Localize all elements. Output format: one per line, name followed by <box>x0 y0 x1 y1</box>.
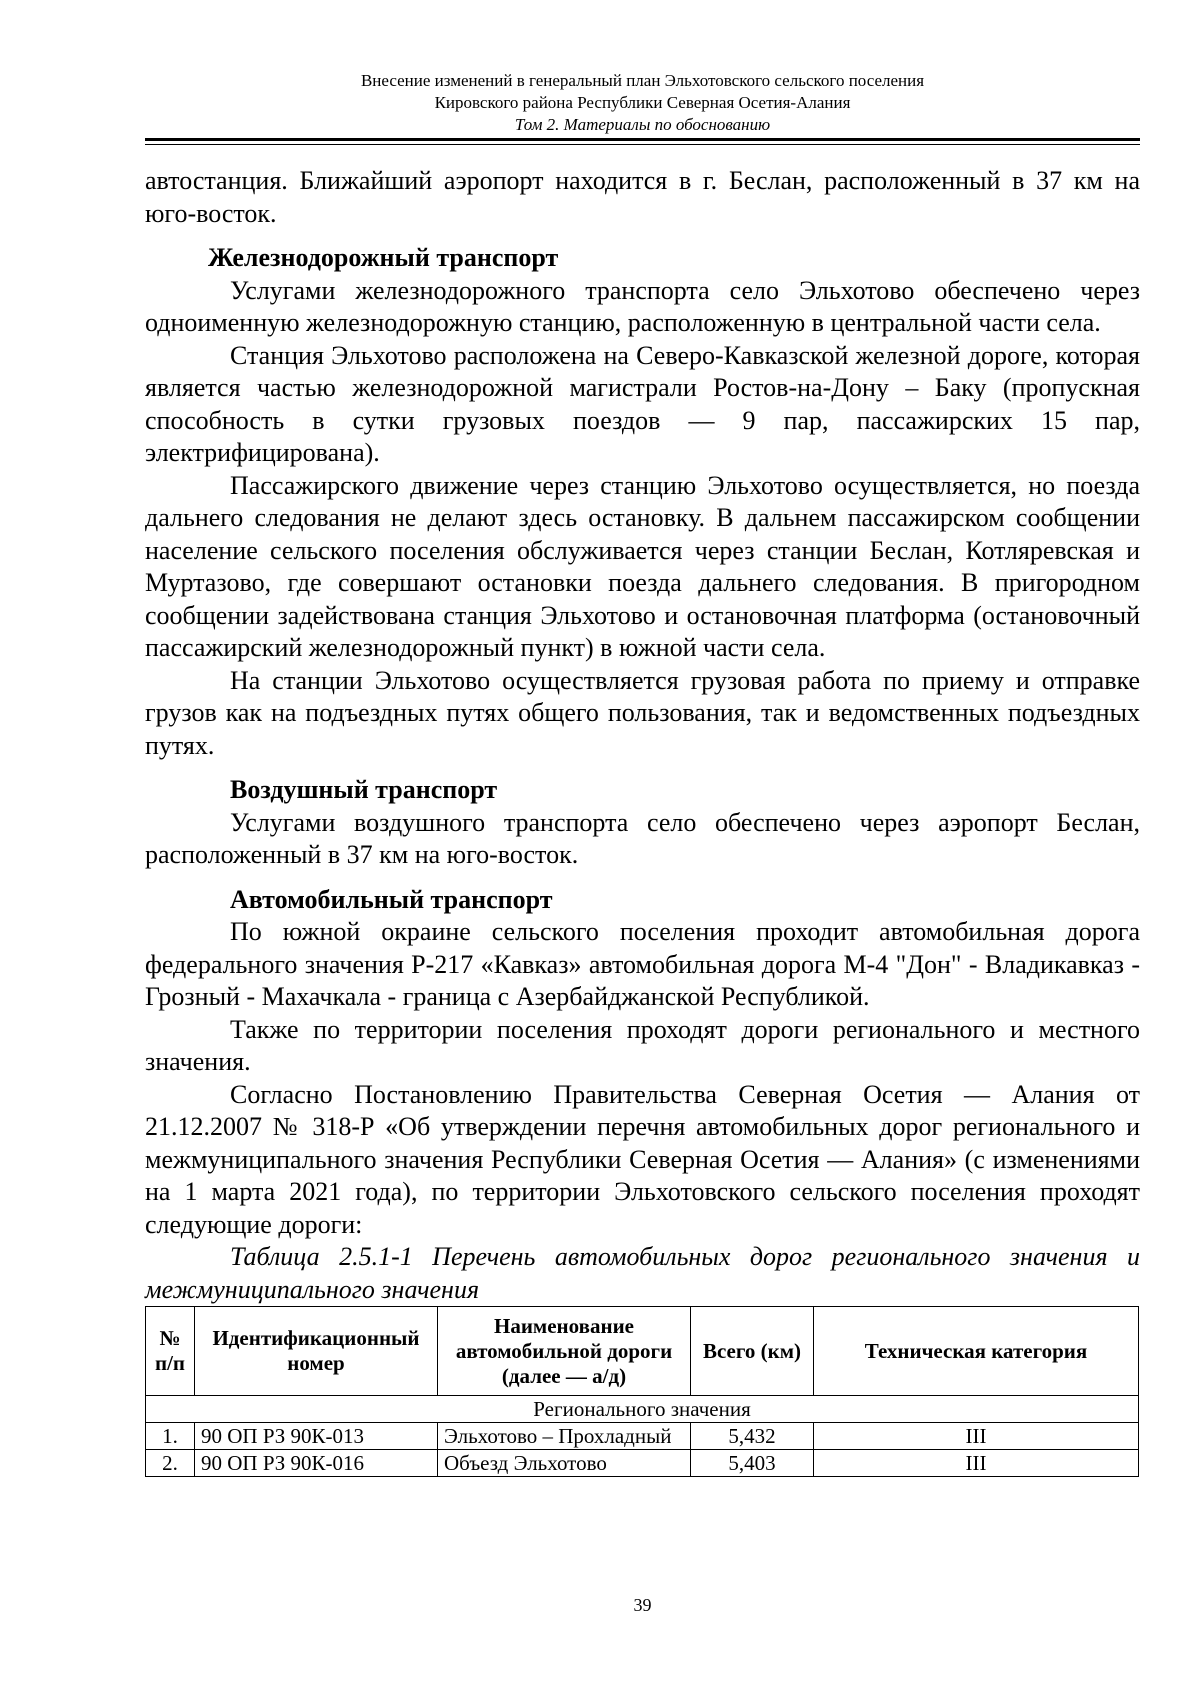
header-title-line2: Кировского района Республики Северная Осетия-Алания <box>434 93 851 112</box>
cell-total: 5,432 <box>691 1423 814 1450</box>
paragraph-rail-4: На станции Эльхотово осуществляется грузовая работа по приему и отправке грузов как на подъездных путях общего пользования, так и ведомственных подъездных путях. <box>145 665 1140 760</box>
header-name: Наименование автомобильной дороги (далее — а/д) <box>438 1307 691 1396</box>
paragraph-air: Услугами воздушного транспорта село обеспечено через аэропорт Беслан, расположенный в 37 км на юго-восток. <box>145 807 1140 869</box>
table-section-row <box>146 1396 1139 1423</box>
paragraph-auto-3: Согласно Постановлению Правительства Северная Осетия — Алания от 21.12.2007 № 318-Р «Об утверждении перечня автомобильных дорог регионального и межмуниципального значения Республики Северная Осетия — Алания» (с изменениями на 1 марта 2021 года), по территории Эльхотовского сельского поселения проходят следующие дороги: <box>145 1079 1140 1239</box>
paragraph-rail-1: Услугами железнодорожного транспорта село Эльхотово обеспечено через одноименную железнодорожную станцию, расположенную в центральной части села. <box>145 275 1140 337</box>
heading-rail: Железнодорожный транспорт <box>208 243 559 272</box>
page-number: 39 <box>633 1595 652 1615</box>
cell-id: 90 ОП РЗ 90К-013 <box>195 1423 438 1450</box>
header-category: Техническая категория <box>814 1307 1139 1396</box>
document-header <box>145 70 1140 136</box>
page-body <box>145 165 1140 1477</box>
paragraph-auto-2: Также по территории поселения проходят дороги регионального и местного значения. <box>145 1014 1140 1076</box>
cell-category: III <box>814 1450 1139 1477</box>
paragraph-intro: автостанция. Ближайший аэропорт находится в г. Беслан, расположенный в 37 км на юго-восток. <box>145 166 1140 228</box>
paragraph-rail-2: Станция Эльхотово расположена на Северо-Кавказской железной дороге, которая является частью железнодорожной магистрали Ростов-на-Дону – Баку (пропускная способность в сутки грузовых поездов — 9 пар, пассажирских 15 пар, электрифицирована). <box>145 340 1140 467</box>
table-caption: Таблица 2.5.1-1 Перечень автомобильных дорог регионального значения и межмуниципального значения <box>145 1242 1140 1304</box>
paragraph-rail-3: Пассажирского движение через станцию Эльхотово осуществляется, но поезда дальнего следования не делают здесь остановку. В дальнем пассажирском сообщении население сельского поселения обслуживается через станции Беслан, Котляревская и Муртазово, где совершают остановки поезда дальнего следования. В пригородном сообщении задействована станция Эльхотово и остановочная платформа (остановочный пассажирский железнодорожный пункт) в южной части села. <box>145 470 1140 662</box>
header-total: Всего (км) <box>691 1307 814 1396</box>
paragraph-auto-1: По южной окраине сельского поселения проходит автомобильная дорога федерального значения Р-217 «Кавказ» автомобильная дорога М-4 "Дон" - Владикавказ - Грозный - Махачкала - граница с Азербайджанской Республикой. <box>145 917 1140 1011</box>
table-header-row <box>146 1307 1139 1396</box>
header-rule-thin <box>145 144 1140 145</box>
header-id: Идентификационный номер <box>195 1307 438 1396</box>
cell-name: Объезд Эльхотово <box>438 1450 691 1477</box>
header-rule-thick <box>145 138 1140 141</box>
heading-auto: Автомобильный транспорт <box>230 884 553 914</box>
cell-num: 1. <box>146 1423 195 1450</box>
cell-num: 2. <box>146 1450 195 1477</box>
cell-category: III <box>814 1423 1139 1450</box>
header-volume: Том 2. Материалы по обоснованию <box>514 115 771 134</box>
cell-id: 90 ОП РЗ 90К-016 <box>195 1450 438 1477</box>
header-num: № п/п <box>146 1307 195 1396</box>
section-label: Регионального значения <box>146 1396 1139 1423</box>
header-title-line1: Внесение изменений в генеральный план Эльхотовского сельского поселения <box>360 71 925 90</box>
table-row <box>146 1450 1139 1477</box>
cell-name: Эльхотово – Прохладный <box>438 1423 691 1450</box>
heading-air: Воздушный транспорт <box>230 775 498 804</box>
cell-total: 5,403 <box>691 1450 814 1477</box>
roads-table <box>145 1306 1139 1477</box>
table-row <box>146 1423 1139 1450</box>
